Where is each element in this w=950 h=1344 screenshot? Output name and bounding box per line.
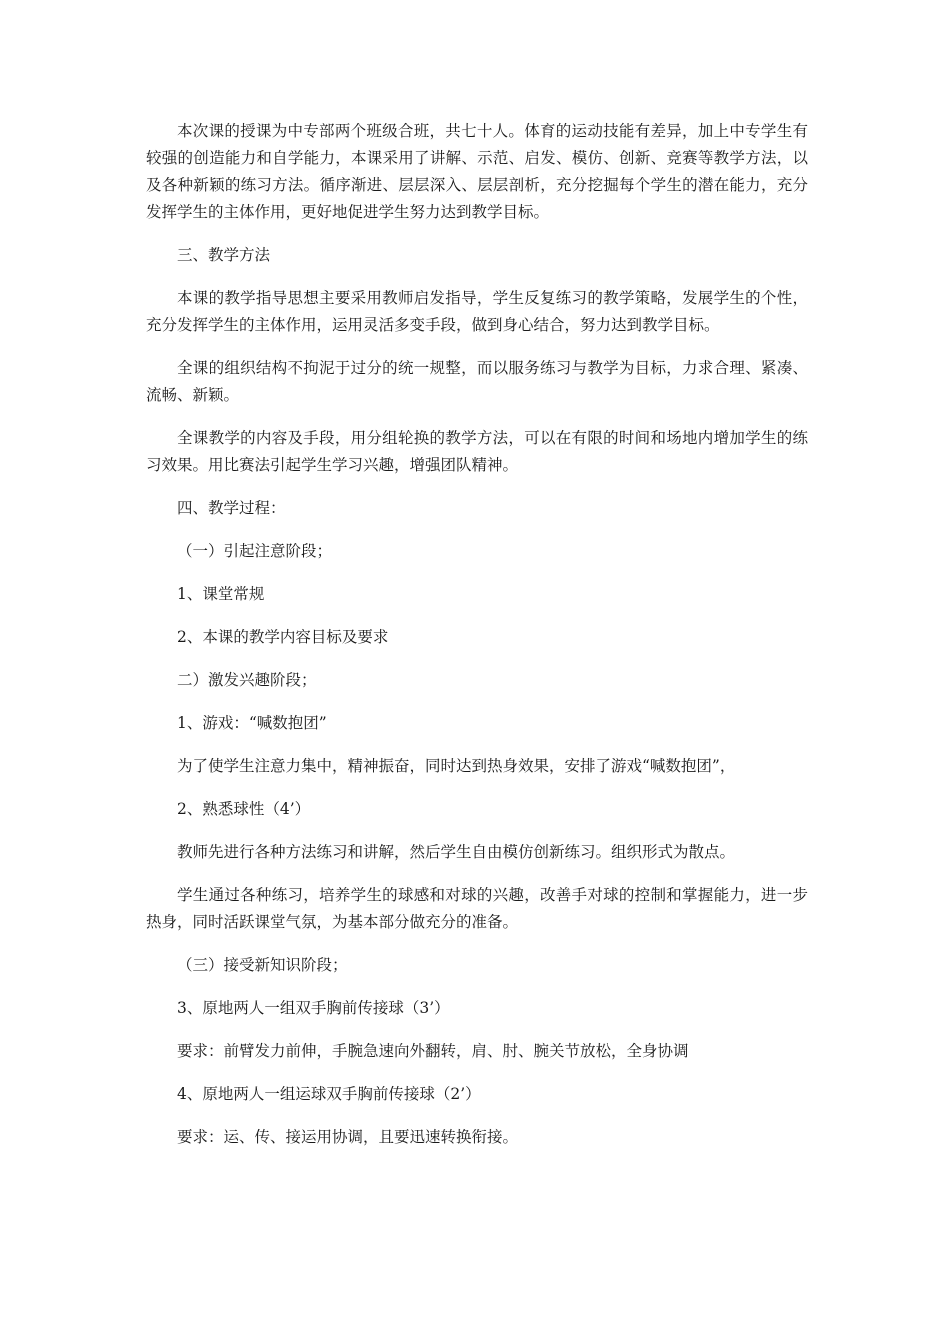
- paragraph-dribble-pass-requirements: 要求：运、传、接运用协调，且要迅速转换衔接。: [177, 1128, 519, 1146]
- list-item-chest-pass: 3、原地两人一组双手胸前传接球（3’）: [177, 999, 450, 1017]
- subheading-attention-stage: （一）引起注意阶段；: [177, 542, 333, 560]
- subheading-interest-stage: 二）激发兴趣阶段；: [177, 671, 317, 689]
- paragraph-intro: 本次课的授课为中专部两个班级合班，共七十人。体育的运动技能有差异，加上中专学生有较强的创造能力和自学能力，本课采用了讲解、示范、启发、模仿、创新、竞赛等教学方法，以及各种新颖的练习方法。循序渐进、层层深入、层层剖析，充分挖掘每个学生的潜在能力，充分发挥学生的主体作用，更好地促进学生努力达到教学目标。: [146, 122, 808, 221]
- list-item-class-routine: 1、课堂常规: [177, 585, 265, 603]
- paragraph-guiding-idea: 本课的教学指导思想主要采用教师启发指导，学生反复练习的教学策略，发展学生的个性，充分发挥学生的主体作用，运用灵活多变手段，做到身心结合，努力达到教学目标。: [146, 289, 808, 334]
- list-item-game: 1、游戏：“喊数抱团”: [177, 714, 327, 732]
- paragraph-content-means: 全课教学的内容及手段，用分组轮换的教学方法，可以在有限的时间和场地内增加学生的练习效果。用比赛法引起学生学习兴趣，增强团队精神。: [146, 429, 808, 474]
- paragraph-chest-pass-requirements: 要求：前臂发力前伸，手腕急速向外翻转，肩、肘、腕关节放松，全身协调: [177, 1042, 689, 1060]
- paragraph-student-practice: 学生通过各种练习，培养学生的球感和对球的兴趣，改善手对球的控制和掌握能力，进一步热身，同时活跃课堂气氛，为基本部分做充分的准备。: [146, 886, 808, 931]
- subheading-new-knowledge-stage: （三）接受新知识阶段；: [177, 956, 348, 974]
- heading-teaching-methods: 三、教学方法: [177, 246, 271, 264]
- document-body: [146, 118, 808, 1167]
- paragraph-game-purpose: 为了使学生注意力集中，精神振奋，同时达到热身效果，安排了游戏“喊数抱团”，: [177, 757, 736, 775]
- heading-teaching-process: 四、教学过程：: [177, 499, 286, 517]
- paragraph-structure: 全课的组织结构不拘泥于过分的统一规整，而以服务练习与教学为目标，力求合理、紧凑、流畅、新颖。: [146, 359, 808, 404]
- list-item-ball-familiarity: 2、熟悉球性（4’）: [177, 800, 311, 818]
- list-item-goals: 2、本课的教学内容目标及要求: [177, 628, 389, 646]
- list-item-dribble-pass: 4、原地两人一组运球双手胸前传接球（2’）: [177, 1085, 481, 1103]
- paragraph-teacher-demo: 教师先进行各种方法练习和讲解，然后学生自由模仿创新练习。组织形式为散点。: [177, 843, 736, 861]
